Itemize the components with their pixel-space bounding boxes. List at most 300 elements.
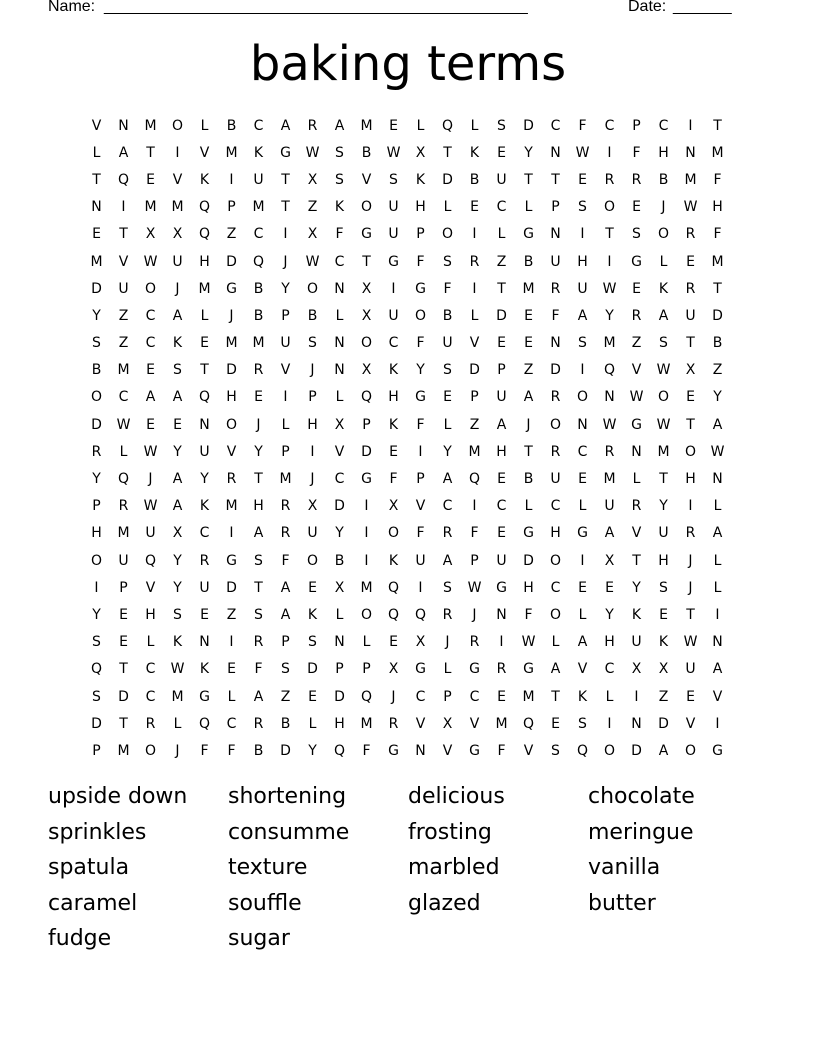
grid-letter[interactable]: L [443, 416, 452, 433]
grid-letter[interactable]: T [281, 171, 290, 188]
grid-letter[interactable]: E [227, 661, 236, 678]
grid-letter[interactable]: Y [200, 471, 209, 488]
grid-letter[interactable]: O [549, 552, 562, 569]
grid-letter[interactable]: N [334, 362, 345, 379]
grid-letter[interactable]: V [712, 688, 723, 705]
grid-letter[interactable]: I [607, 144, 612, 161]
grid-letter[interactable]: X [442, 715, 453, 732]
grid-letter[interactable]: W [143, 443, 158, 460]
grid-letter[interactable]: N [550, 335, 561, 352]
grid-letter[interactable]: A [172, 471, 183, 488]
grid-letter[interactable]: O [414, 307, 427, 324]
grid-letter[interactable]: Y [605, 307, 614, 324]
grid-letter[interactable]: W [683, 199, 698, 216]
grid-letter[interactable]: W [656, 362, 671, 379]
grid-letter[interactable]: F [281, 552, 290, 569]
grid-letter[interactable]: Q [468, 471, 481, 488]
grid-letter[interactable]: E [146, 171, 155, 188]
grid-letter[interactable]: V [91, 117, 102, 134]
grid-letter[interactable]: L [146, 634, 155, 651]
grid-letter[interactable]: Y [632, 579, 641, 596]
grid-letter[interactable]: G [415, 661, 426, 678]
grid-letter[interactable]: C [388, 335, 399, 352]
grid-letter[interactable]: A [523, 389, 534, 406]
grid-letter[interactable]: U [604, 498, 615, 515]
grid-letter[interactable]: J [175, 280, 180, 297]
grid-letter[interactable]: H [226, 389, 237, 406]
grid-letter[interactable]: J [310, 362, 315, 379]
grid-letter[interactable]: I [310, 443, 315, 460]
grid-letter[interactable]: V [280, 362, 291, 379]
grid-letter[interactable]: E [632, 280, 641, 297]
grid-letter[interactable]: A [712, 525, 723, 542]
grid-letter[interactable]: E [632, 199, 641, 216]
grid-letter[interactable]: M [360, 715, 373, 732]
date-blank-line[interactable]: _______ [673, 0, 732, 15]
grid-letter[interactable]: Y [605, 606, 614, 623]
grid-letter[interactable]: C [415, 688, 426, 705]
grid-letter[interactable]: T [524, 443, 533, 460]
grid-letter[interactable]: K [658, 280, 669, 297]
grid-letter[interactable]: B [226, 117, 237, 134]
grid-letter[interactable]: R [604, 443, 615, 460]
grid-letter[interactable]: S [389, 171, 398, 188]
grid-letter[interactable]: P [335, 661, 344, 678]
grid-letter[interactable]: U [199, 579, 210, 596]
grid-letter[interactable]: L [470, 117, 479, 134]
grid-letter[interactable]: C [334, 253, 345, 270]
grid-letter[interactable]: O [360, 606, 373, 623]
grid-letter[interactable]: A [253, 688, 264, 705]
grid-letter[interactable]: I [418, 579, 423, 596]
grid-letter[interactable]: T [119, 661, 128, 678]
grid-letter[interactable]: L [632, 471, 641, 488]
grid-letter[interactable]: T [362, 253, 371, 270]
grid-letter[interactable]: A [577, 307, 588, 324]
grid-letter[interactable]: L [92, 144, 101, 161]
grid-letter[interactable]: S [497, 117, 506, 134]
grid-letter[interactable]: U [280, 335, 291, 352]
grid-letter[interactable]: R [469, 634, 480, 651]
grid-letter[interactable]: C [145, 335, 156, 352]
grid-letter[interactable]: F [713, 171, 722, 188]
grid-letter[interactable]: O [576, 389, 589, 406]
grid-letter[interactable]: M [522, 688, 535, 705]
grid-letter[interactable]: E [389, 443, 398, 460]
grid-letter[interactable]: H [658, 552, 669, 569]
grid-letter[interactable]: Q [522, 715, 535, 732]
grid-letter[interactable]: X [415, 144, 426, 161]
grid-letter[interactable]: K [172, 634, 183, 651]
grid-letter[interactable]: W [305, 144, 320, 161]
grid-letter[interactable]: A [712, 416, 723, 433]
grid-letter[interactable]: K [199, 498, 210, 515]
grid-letter[interactable]: N [577, 416, 588, 433]
grid-letter[interactable]: E [443, 389, 452, 406]
grid-letter[interactable]: U [145, 525, 156, 542]
grid-letter[interactable]: S [308, 634, 317, 651]
grid-letter[interactable]: W [386, 144, 401, 161]
grid-letter[interactable]: J [661, 199, 666, 216]
grid-letter[interactable]: B [253, 307, 264, 324]
grid-letter[interactable]: X [415, 634, 426, 651]
grid-letter[interactable]: B [253, 280, 264, 297]
grid-letter[interactable]: I [607, 715, 612, 732]
grid-letter[interactable]: E [578, 171, 587, 188]
grid-letter[interactable]: O [90, 389, 103, 406]
grid-letter[interactable]: F [254, 661, 263, 678]
grid-letter[interactable]: L [524, 498, 533, 515]
grid-letter[interactable]: Y [416, 362, 425, 379]
grid-letter[interactable]: L [335, 389, 344, 406]
grid-letter[interactable]: G [577, 525, 588, 542]
grid-letter[interactable]: D [226, 253, 237, 270]
grid-letter[interactable]: G [631, 253, 642, 270]
grid-letter[interactable]: E [308, 579, 317, 596]
grid-letter[interactable]: L [713, 498, 722, 515]
grid-letter[interactable]: O [360, 199, 373, 216]
grid-letter[interactable]: L [335, 307, 344, 324]
grid-letter[interactable]: H [307, 416, 318, 433]
grid-letter[interactable]: T [686, 606, 695, 623]
grid-letter[interactable]: W [521, 634, 536, 651]
grid-letter[interactable]: F [578, 117, 587, 134]
grid-letter[interactable]: C [577, 443, 588, 460]
grid-letter[interactable]: A [712, 661, 723, 678]
grid-letter[interactable]: S [659, 579, 668, 596]
grid-letter[interactable]: X [685, 362, 696, 379]
grid-letter[interactable]: B [658, 171, 669, 188]
grid-letter[interactable]: B [712, 335, 723, 352]
grid-letter[interactable]: Z [712, 362, 723, 379]
grid-letter[interactable]: S [578, 199, 587, 216]
grid-letter[interactable]: I [472, 280, 477, 297]
grid-letter[interactable]: P [227, 199, 236, 216]
grid-letter[interactable]: T [713, 280, 722, 297]
grid-letter[interactable]: E [119, 634, 128, 651]
grid-letter[interactable]: G [280, 144, 291, 161]
grid-letter[interactable]: A [280, 117, 291, 134]
grid-letter[interactable]: W [575, 144, 590, 161]
grid-letter[interactable]: H [550, 525, 561, 542]
grid-letter[interactable]: G [469, 661, 480, 678]
grid-letter[interactable]: L [362, 634, 371, 651]
grid-letter[interactable]: F [632, 144, 641, 161]
grid-letter[interactable]: E [497, 688, 506, 705]
grid-letter[interactable]: Q [360, 688, 373, 705]
grid-letter[interactable]: S [443, 362, 452, 379]
grid-letter[interactable]: T [119, 715, 128, 732]
grid-letter[interactable]: G [631, 416, 642, 433]
grid-letter[interactable]: M [657, 443, 670, 460]
grid-letter[interactable]: W [143, 498, 158, 515]
grid-letter[interactable]: Y [92, 606, 101, 623]
grid-letter[interactable]: Y [524, 144, 533, 161]
grid-letter[interactable]: G [415, 389, 426, 406]
grid-letter[interactable]: F [416, 253, 425, 270]
grid-letter[interactable]: I [472, 226, 477, 243]
grid-letter[interactable]: G [361, 226, 372, 243]
grid-letter[interactable]: X [658, 661, 669, 678]
grid-letter[interactable]: C [550, 579, 561, 596]
grid-letter[interactable]: T [605, 226, 614, 243]
grid-letter[interactable]: L [605, 688, 614, 705]
grid-letter[interactable]: U [415, 552, 426, 569]
grid-letter[interactable]: V [442, 742, 453, 759]
grid-letter[interactable]: P [119, 579, 128, 596]
grid-letter[interactable]: P [362, 661, 371, 678]
grid-letter[interactable]: R [685, 280, 696, 297]
grid-letter[interactable]: D [631, 742, 642, 759]
grid-letter[interactable]: E [200, 335, 209, 352]
grid-letter[interactable]: A [145, 389, 156, 406]
grid-letter[interactable]: Q [387, 606, 400, 623]
grid-letter[interactable]: I [364, 498, 369, 515]
grid-letter[interactable]: W [116, 416, 131, 433]
grid-letter[interactable]: H [388, 389, 399, 406]
grid-letter[interactable]: O [549, 416, 562, 433]
grid-letter[interactable]: K [658, 634, 669, 651]
grid-letter[interactable]: H [604, 634, 615, 651]
grid-letter[interactable]: X [361, 307, 372, 324]
grid-letter[interactable]: I [229, 171, 234, 188]
grid-letter[interactable]: K [388, 416, 399, 433]
grid-letter[interactable]: M [144, 117, 157, 134]
grid-letter[interactable]: N [334, 335, 345, 352]
grid-letter[interactable]: F [524, 606, 533, 623]
grid-letter[interactable]: E [497, 144, 506, 161]
grid-letter[interactable]: U [631, 634, 642, 651]
grid-letter[interactable]: L [416, 117, 425, 134]
grid-letter[interactable]: V [469, 715, 480, 732]
grid-letter[interactable]: E [605, 579, 614, 596]
grid-letter[interactable]: I [229, 525, 234, 542]
grid-letter[interactable]: G [226, 552, 237, 569]
grid-letter[interactable]: E [119, 606, 128, 623]
grid-letter[interactable]: T [254, 579, 263, 596]
grid-letter[interactable]: E [497, 471, 506, 488]
grid-letter[interactable]: I [580, 552, 585, 569]
grid-letter[interactable]: N [199, 416, 210, 433]
grid-letter[interactable]: A [577, 634, 588, 651]
grid-letter[interactable]: M [495, 715, 508, 732]
grid-letter[interactable]: S [92, 688, 101, 705]
grid-letter[interactable]: U [253, 171, 264, 188]
grid-letter[interactable]: S [92, 634, 101, 651]
grid-letter[interactable]: V [334, 443, 345, 460]
grid-letter[interactable]: P [470, 389, 479, 406]
grid-letter[interactable]: Z [496, 253, 507, 270]
grid-letter[interactable]: K [388, 362, 399, 379]
grid-letter[interactable]: D [334, 688, 345, 705]
grid-letter[interactable]: V [199, 144, 210, 161]
grid-letter[interactable]: U [685, 307, 696, 324]
grid-letter[interactable]: R [253, 362, 264, 379]
grid-letter[interactable]: Q [360, 389, 373, 406]
grid-letter[interactable]: L [119, 443, 128, 460]
grid-letter[interactable]: M [603, 335, 616, 352]
grid-letter[interactable]: R [442, 525, 453, 542]
grid-letter[interactable]: K [469, 144, 480, 161]
grid-letter[interactable]: E [497, 335, 506, 352]
grid-letter[interactable]: G [415, 280, 426, 297]
grid-letter[interactable]: I [391, 280, 396, 297]
grid-letter[interactable]: A [442, 471, 453, 488]
grid-letter[interactable]: S [308, 335, 317, 352]
grid-letter[interactable]: Y [173, 552, 182, 569]
grid-letter[interactable]: K [631, 606, 642, 623]
grid-letter[interactable]: F [416, 416, 425, 433]
grid-letter[interactable]: D [658, 715, 669, 732]
grid-letter[interactable]: C [253, 226, 264, 243]
grid-letter[interactable]: A [280, 579, 291, 596]
grid-letter[interactable]: M [225, 144, 238, 161]
grid-letter[interactable]: I [715, 715, 720, 732]
grid-letter[interactable]: I [688, 117, 693, 134]
grid-letter[interactable]: Q [441, 117, 454, 134]
grid-letter[interactable]: W [305, 253, 320, 270]
grid-letter[interactable]: U [496, 552, 507, 569]
grid-letter[interactable]: E [389, 117, 398, 134]
grid-letter[interactable]: B [280, 715, 291, 732]
grid-letter[interactable]: M [711, 253, 724, 270]
grid-letter[interactable]: F [443, 280, 452, 297]
grid-letter[interactable]: R [631, 171, 642, 188]
name-blank-line[interactable]: ___________________________________________________ [104, 0, 528, 15]
grid-letter[interactable]: N [685, 144, 696, 161]
grid-letter[interactable]: H [496, 443, 507, 460]
grid-letter[interactable]: T [119, 226, 128, 243]
grid-letter[interactable]: R [685, 525, 696, 542]
grid-letter[interactable]: D [280, 742, 291, 759]
grid-letter[interactable]: E [686, 389, 695, 406]
grid-letter[interactable]: Q [252, 253, 265, 270]
grid-letter[interactable]: P [443, 688, 452, 705]
grid-letter[interactable]: J [688, 552, 693, 569]
grid-letter[interactable]: O [144, 280, 157, 297]
grid-letter[interactable]: Q [117, 471, 130, 488]
grid-letter[interactable]: L [713, 579, 722, 596]
grid-letter[interactable]: Y [335, 525, 344, 542]
grid-letter[interactable]: C [550, 498, 561, 515]
grid-letter[interactable]: K [199, 661, 210, 678]
grid-letter[interactable]: T [146, 144, 155, 161]
grid-letter[interactable]: S [578, 715, 587, 732]
grid-letter[interactable]: A [280, 606, 291, 623]
grid-letter[interactable]: C [226, 715, 237, 732]
grid-letter[interactable]: S [335, 171, 344, 188]
grid-letter[interactable]: R [118, 498, 129, 515]
grid-letter[interactable]: F [200, 742, 209, 759]
grid-letter[interactable]: O [657, 389, 670, 406]
grid-letter[interactable]: B [361, 144, 372, 161]
grid-letter[interactable]: V [226, 443, 237, 460]
grid-letter[interactable]: F [470, 525, 479, 542]
grid-letter[interactable]: T [254, 471, 263, 488]
grid-letter[interactable]: C [496, 199, 507, 216]
grid-letter[interactable]: Y [659, 498, 668, 515]
grid-letter[interactable]: U [496, 171, 507, 188]
grid-letter[interactable]: O [657, 226, 670, 243]
grid-letter[interactable]: I [175, 144, 180, 161]
grid-letter[interactable]: J [229, 307, 234, 324]
word-search-grid[interactable] [83, 112, 731, 765]
grid-letter[interactable]: X [388, 498, 399, 515]
grid-letter[interactable]: N [631, 443, 642, 460]
grid-letter[interactable]: C [145, 307, 156, 324]
grid-letter[interactable]: G [199, 688, 210, 705]
grid-letter[interactable]: U [307, 525, 318, 542]
grid-letter[interactable]: T [659, 471, 668, 488]
grid-letter[interactable]: P [497, 362, 506, 379]
grid-letter[interactable]: A [172, 389, 183, 406]
grid-letter[interactable]: W [656, 416, 671, 433]
grid-letter[interactable]: B [334, 552, 345, 569]
grid-letter[interactable]: I [499, 634, 504, 651]
grid-letter[interactable]: I [229, 634, 234, 651]
grid-letter[interactable]: T [551, 171, 560, 188]
grid-letter[interactable]: D [361, 443, 372, 460]
grid-letter[interactable]: R [307, 117, 318, 134]
grid-letter[interactable]: K [577, 688, 588, 705]
grid-letter[interactable]: S [281, 661, 290, 678]
grid-letter[interactable]: E [470, 199, 479, 216]
grid-letter[interactable]: Y [443, 443, 452, 460]
grid-letter[interactable]: H [415, 199, 426, 216]
grid-letter[interactable]: Q [414, 606, 427, 623]
grid-letter[interactable]: N [334, 634, 345, 651]
grid-letter[interactable]: Q [117, 171, 130, 188]
grid-letter[interactable]: B [307, 307, 318, 324]
grid-letter[interactable]: T [524, 171, 533, 188]
grid-letter[interactable]: Q [198, 715, 211, 732]
grid-letter[interactable]: Y [308, 742, 317, 759]
grid-letter[interactable]: S [659, 335, 668, 352]
grid-letter[interactable]: E [578, 471, 587, 488]
grid-letter[interactable]: U [118, 552, 129, 569]
grid-letter[interactable]: Q [603, 362, 616, 379]
grid-letter[interactable]: P [470, 552, 479, 569]
grid-letter[interactable]: C [496, 498, 507, 515]
grid-letter[interactable]: O [306, 552, 319, 569]
grid-letter[interactable]: I [121, 199, 126, 216]
grid-letter[interactable]: N [550, 144, 561, 161]
grid-letter[interactable]: M [603, 471, 616, 488]
grid-letter[interactable]: A [253, 525, 264, 542]
grid-letter[interactable]: E [686, 253, 695, 270]
grid-letter[interactable]: G [523, 661, 534, 678]
grid-letter[interactable]: V [172, 171, 183, 188]
grid-letter[interactable]: L [524, 199, 533, 216]
grid-letter[interactable]: G [469, 742, 480, 759]
grid-letter[interactable]: W [602, 416, 617, 433]
grid-letter[interactable]: Q [333, 742, 346, 759]
grid-letter[interactable]: U [199, 443, 210, 460]
grid-letter[interactable]: V [361, 171, 372, 188]
grid-letter[interactable]: P [92, 498, 101, 515]
grid-letter[interactable]: R [604, 171, 615, 188]
grid-letter[interactable]: I [580, 226, 585, 243]
grid-letter[interactable]: H [145, 606, 156, 623]
grid-letter[interactable]: L [443, 661, 452, 678]
grid-letter[interactable]: W [629, 389, 644, 406]
grid-letter[interactable]: C [145, 661, 156, 678]
grid-letter[interactable]: L [281, 416, 290, 433]
grid-letter[interactable]: J [688, 579, 693, 596]
grid-letter[interactable]: M [252, 199, 265, 216]
grid-letter[interactable]: V [631, 362, 642, 379]
grid-letter[interactable]: O [684, 742, 697, 759]
